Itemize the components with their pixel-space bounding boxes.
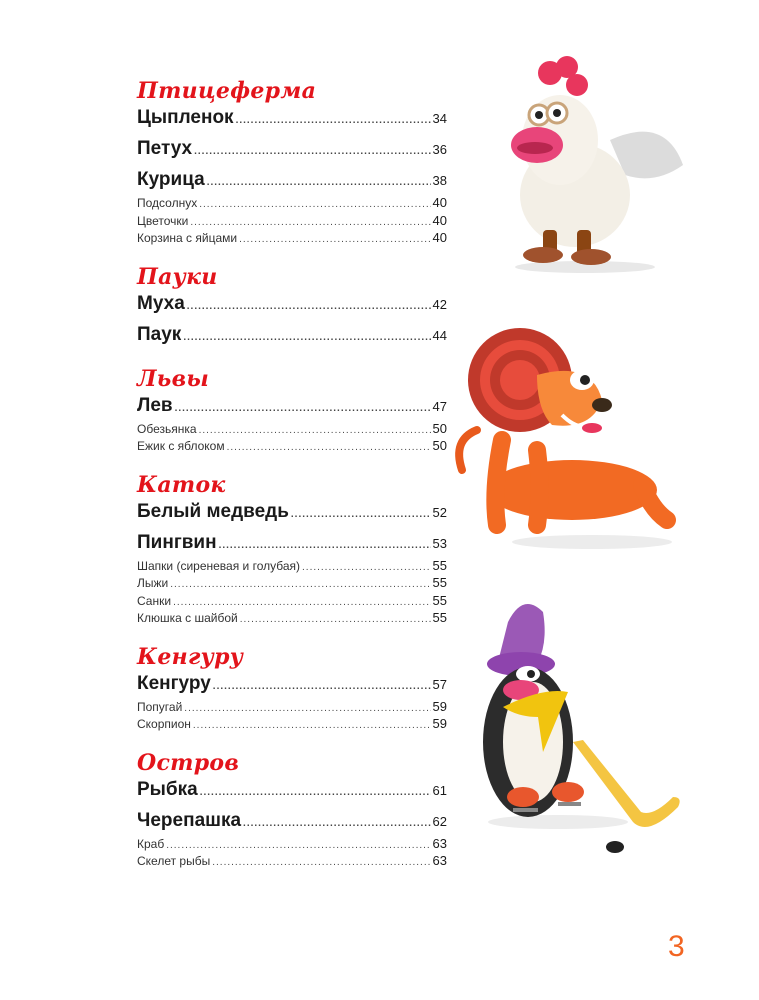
toc-subentry: [137, 558, 447, 576]
entry-label: Санки: [137, 593, 172, 608]
dot-leader: [183, 326, 430, 350]
entry-label: Клюшка с шайбой: [137, 611, 238, 625]
entry-page-number: 55: [432, 592, 447, 608]
section-title: Птицеферма: [137, 78, 317, 104]
toc-entry: [137, 778, 447, 805]
entry-label: Цветочки: [137, 213, 189, 228]
toc-subentry: [137, 213, 447, 231]
dot-leader: [187, 295, 431, 319]
entry-page-number: 50: [432, 438, 447, 453]
toc-section: [137, 78, 447, 248]
toc-subentry: [137, 593, 447, 611]
plasticine-lion-image: [442, 320, 682, 555]
dot-leader: [212, 855, 430, 871]
entry-label: Краб: [137, 836, 165, 851]
entry-label: Черепашка: [137, 809, 242, 831]
toc-subentry: [137, 836, 447, 854]
toc-entry: [137, 672, 447, 699]
entry-label: Паук: [137, 323, 182, 345]
dot-leader: [240, 612, 431, 628]
entry-label: Кенгуру: [137, 672, 211, 694]
entry-label: Подсолнух: [137, 196, 198, 210]
entry-label: Шапки (сиреневая и голубая): [137, 558, 301, 573]
toc-entry: [137, 323, 447, 350]
entry-page-number: 62: [432, 813, 447, 829]
toc-entry: [137, 531, 447, 558]
dot-leader: [170, 577, 430, 593]
entry-page-number: 53: [432, 535, 447, 551]
entry-page-number: 57: [432, 676, 447, 692]
section-title: Пауки: [137, 263, 218, 290]
dot-leader: [302, 560, 431, 576]
toc-subentry: [137, 575, 447, 593]
entry-page-number: 38: [432, 173, 447, 188]
entry-page-number: 42: [432, 296, 447, 312]
entry-label: Петух: [137, 138, 193, 159]
dot-leader: [199, 423, 431, 439]
toc-subentry: [137, 438, 447, 456]
dot-leader: [173, 595, 430, 611]
entry-page-number: 52: [432, 504, 447, 520]
section-title: Остров: [137, 749, 240, 776]
dot-leader: [243, 812, 430, 836]
entry-page-number: 63: [432, 835, 447, 851]
page-number: 3: [668, 930, 685, 963]
dot-leader: [207, 171, 431, 195]
toc-subentry: [137, 716, 447, 734]
toc-subentry: [137, 610, 447, 628]
entry-page-number: 44: [432, 327, 447, 343]
dot-leader: [175, 397, 431, 421]
entry-page-number: 40: [432, 212, 447, 228]
entry-label: Лыжи: [137, 576, 169, 590]
dot-leader: [227, 440, 431, 456]
dot-leader: [199, 197, 430, 213]
entry-label: Цыпленок: [137, 107, 234, 128]
toc-section: [137, 472, 447, 628]
dot-leader: [291, 503, 431, 527]
entry-label: Скорпион: [137, 717, 191, 731]
dot-leader: [200, 781, 431, 805]
entry-page-number: 47: [432, 398, 447, 414]
entry-label: Рыбка: [137, 778, 198, 800]
entry-page-number: 55: [432, 575, 447, 590]
toc-section: [137, 750, 447, 871]
section-title: Кенгуру: [137, 643, 244, 670]
toc-entry: [137, 292, 447, 319]
table-of-contents: [137, 78, 447, 887]
toc-subentry: [137, 195, 447, 213]
toc-subentry: [137, 421, 447, 439]
toc-section: [137, 264, 447, 350]
entry-page-number: 34: [432, 111, 447, 126]
entry-label: Курица: [137, 169, 205, 190]
dot-leader: [190, 215, 430, 231]
dot-leader: [239, 232, 430, 248]
section-title: Львы: [137, 365, 210, 392]
dot-leader: [213, 675, 431, 699]
entry-page-number: 61: [432, 782, 447, 798]
dot-leader: [194, 140, 430, 164]
entry-label: Попугай: [137, 699, 183, 714]
toc-section: [137, 366, 447, 456]
plasticine-penguin-hockey-image: [483, 592, 693, 862]
entry-page-number: 55: [432, 557, 447, 573]
dot-leader: [166, 838, 430, 854]
entry-label: Муха: [137, 292, 185, 314]
toc-entry: [137, 137, 447, 164]
entry-label: Лев: [137, 394, 173, 416]
toc-entry: [137, 500, 447, 527]
entry-label: Скелет рыбы: [137, 854, 211, 868]
entry-page-number: 36: [432, 142, 447, 157]
entry-label: Пингвин: [137, 531, 217, 553]
dot-leader: [193, 718, 431, 734]
toc-subentry: [137, 699, 447, 717]
entry-page-number: 59: [432, 716, 447, 731]
entry-page-number: 63: [432, 853, 447, 868]
toc-entry: [137, 106, 447, 133]
entry-page-number: 40: [432, 195, 447, 210]
section-title: Каток: [137, 471, 226, 498]
entry-label: Обезьянка: [137, 421, 197, 436]
entry-page-number: 40: [432, 230, 447, 245]
entry-label: Белый медведь: [137, 500, 289, 522]
entry-label: Ежик с яблоком: [137, 439, 225, 453]
toc-entry: [137, 168, 447, 195]
entry-label: Корзина с яйцами: [137, 231, 238, 245]
entry-page-number: 59: [432, 698, 447, 714]
dot-leader: [219, 534, 431, 558]
toc-entry: [137, 394, 447, 421]
plasticine-rooster-image: [505, 45, 690, 275]
dot-leader: [184, 701, 430, 717]
entry-page-number: 50: [432, 420, 447, 436]
toc-subentry: [137, 853, 447, 871]
entry-page-number: 55: [432, 610, 447, 625]
toc-entry: [137, 809, 447, 836]
toc-subentry: [137, 230, 447, 248]
dot-leader: [236, 109, 431, 133]
toc-section: [137, 644, 447, 734]
